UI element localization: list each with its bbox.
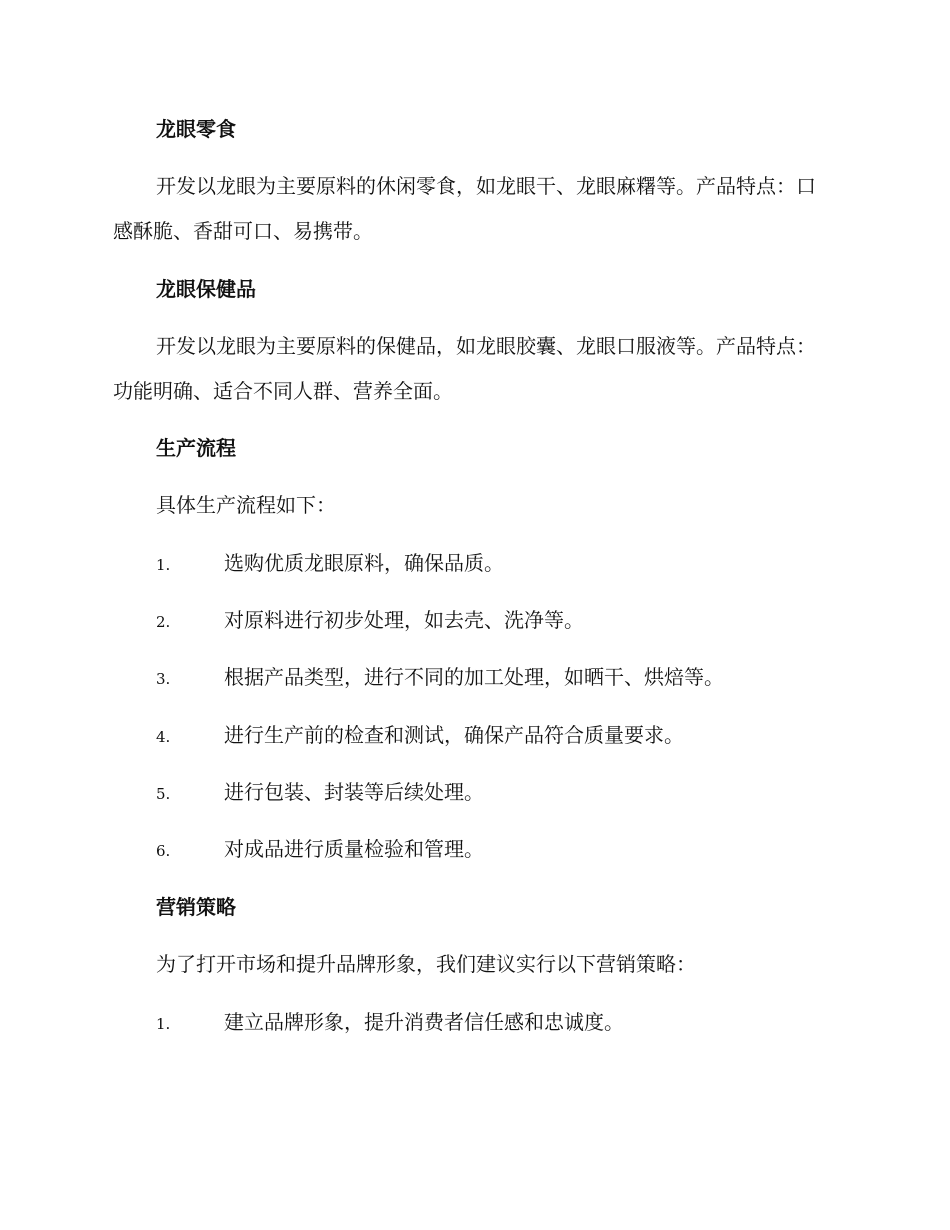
section-body-health: 开发以龙眼为主要原料的保健品，如龙眼胶囊、龙眼口服液等。产品特点：功能明确、适合不同人群、营养全面。 — [113, 334, 816, 403]
list-item-number: 4. — [156, 728, 171, 746]
section-title-production: 生产流程 — [156, 436, 236, 460]
list-item-text: 进行包装、封装等后续处理。 — [224, 780, 484, 804]
list-item-number: 2. — [156, 613, 171, 631]
list-item-number: 3. — [156, 670, 171, 688]
section-body-snack: 开发以龙眼为主要原料的休闲零食，如龙眼干、龙眼麻糬等。产品特点：口感酥脆、香甜可口、易携带。 — [113, 174, 816, 243]
list-item-text: 建立品牌形象，提升消费者信任感和忠诚度。 — [224, 1010, 624, 1034]
list-item-number: 1. — [156, 1015, 171, 1033]
section-title-snack: 龙眼零食 — [156, 117, 236, 141]
marketing-intro: 为了打开市场和提升品牌形象，我们建议实行以下营销策略： — [156, 952, 696, 976]
list-item-text: 对原料进行初步处理，如去壳、洗净等。 — [224, 608, 584, 632]
list-item-text: 对成品进行质量检验和管理。 — [224, 837, 484, 861]
list-item-text: 进行生产前的检查和测试，确保产品符合质量要求。 — [224, 723, 684, 747]
list-item-number: 6. — [156, 842, 171, 860]
list-item-text: 根据产品类型，进行不同的加工处理，如晒干、烘焙等。 — [224, 665, 724, 689]
list-item-text: 选购优质龙眼原料，确保品质。 — [224, 551, 504, 575]
section-title-health: 龙眼保健品 — [156, 277, 256, 301]
list-item-number: 5. — [156, 785, 171, 803]
production-intro: 具体生产流程如下： — [156, 493, 336, 517]
list-item-number: 1. — [156, 556, 171, 574]
section-title-marketing: 营销策略 — [156, 895, 236, 919]
